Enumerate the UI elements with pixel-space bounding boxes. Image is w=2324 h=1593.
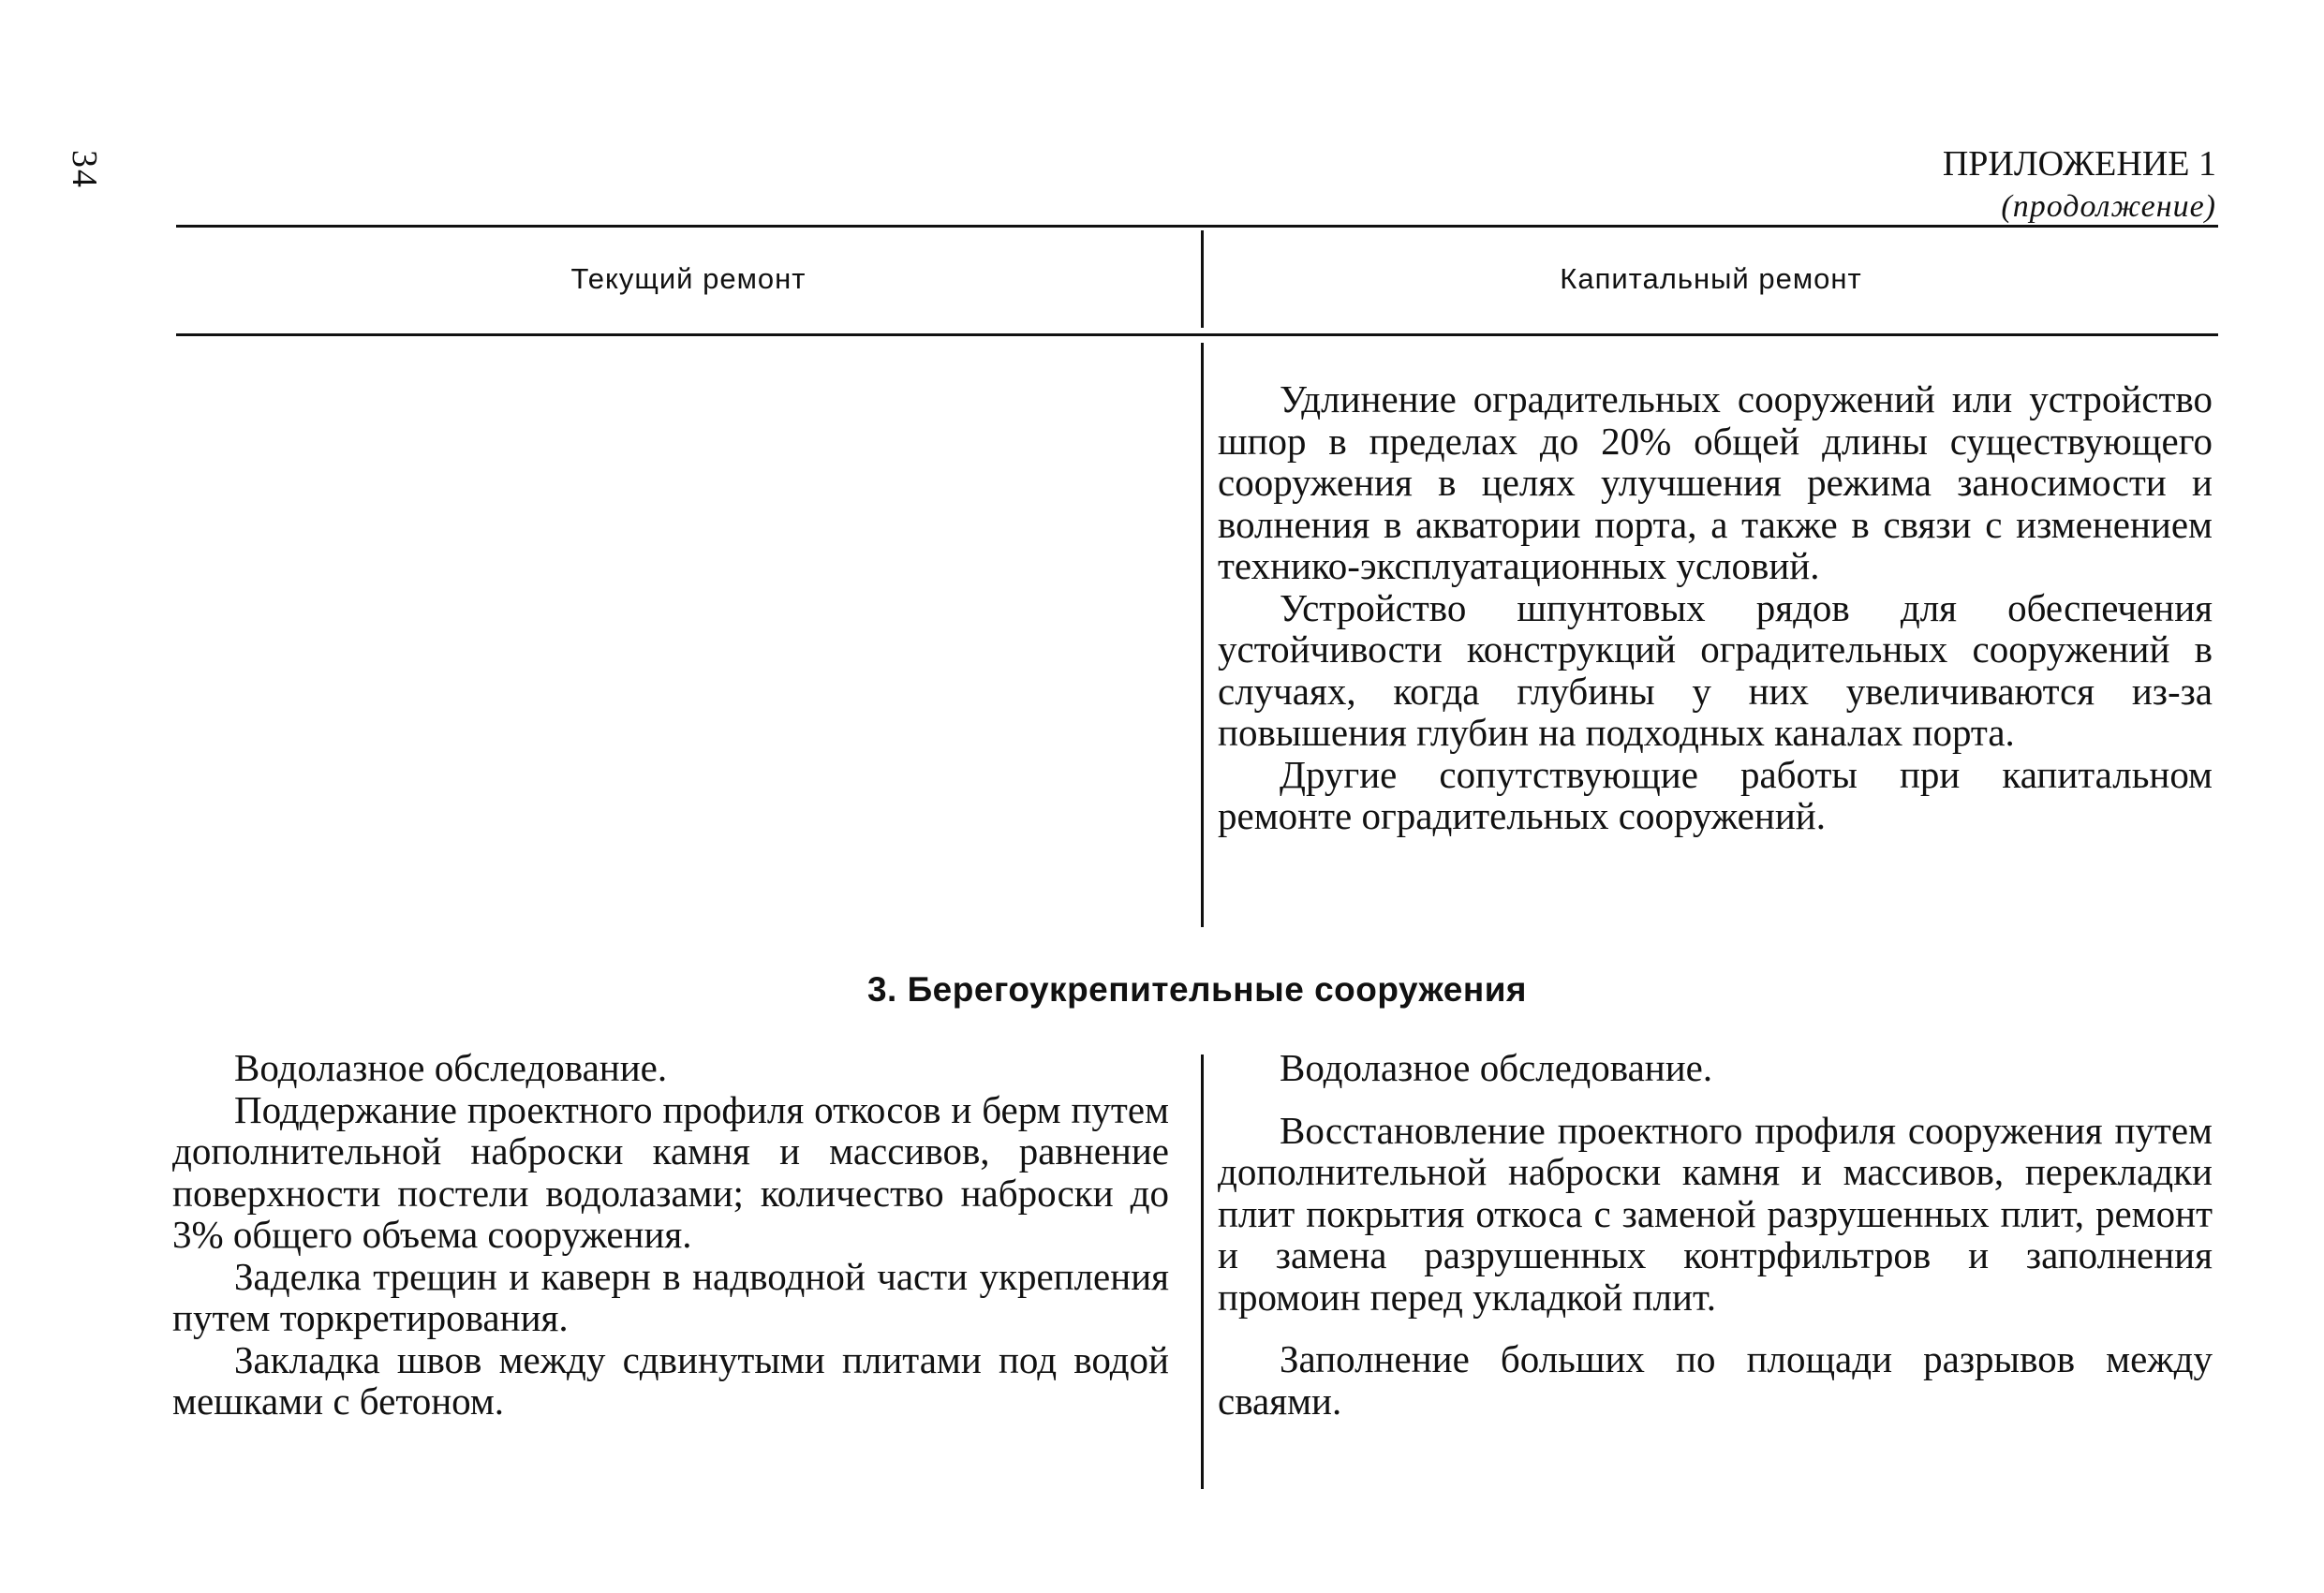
column-header-current: Текущий ремонт — [570, 262, 807, 295]
table-header-rule — [176, 333, 2218, 336]
column-header-capital: Капитальный ремонт — [1560, 262, 1862, 295]
current-repair-column — [172, 1047, 1169, 1423]
table-top-rule — [176, 225, 2218, 228]
capital-repair-column — [1218, 1047, 2213, 1422]
paragraph: Удлинение оградительных сооружений или устройство шпор в пределах до 20% общей длины существующего сооружения в целях улучшения режима заносимости и волнения в акватории порта, а также в связи с изменением технико-эксплуатационных условий. — [1218, 377, 2213, 587]
page-number: 34 — [65, 150, 104, 189]
paragraph: Восстановление проектного профиля сооружения путем дополнительной наброски камня и массивов, перекладки плит покрытия откоса с заменой разрушенных плит, ремонт и замена разрушенных контрфильтров и заполнения промоин перед укладкой плит. — [1218, 1108, 2213, 1319]
paragraph: Закладка швов между сдвинутыми плитами под водой мешками с бетоном. — [172, 1337, 1169, 1423]
paragraph: Поддержание проектного профиля откосов и берм путем дополнительной наброски камня и массивов, равнение поверхности постели водолазами; количество наброски до 3% общего объема сооружения. — [172, 1087, 1169, 1256]
paragraph: Заполнение больших по площади разрывов между сваями. — [1218, 1337, 2213, 1423]
appendix-title: ПРИЛОЖЕНИЕ 1 — [1942, 144, 2216, 184]
capital-repair-block — [1218, 378, 2213, 837]
paragraph: Другие сопутствующие работы при капитальном ремонте оградительных сооружений. — [1218, 752, 2213, 837]
appendix-header — [1943, 142, 2216, 229]
paragraph: Заделка трещин и каверн в надводной части укрепления путем торкретирования. — [172, 1254, 1169, 1339]
appendix-subtitle: (продолжение) — [2001, 189, 2216, 224]
paragraph: Водолазное обследование. — [1280, 1046, 1713, 1089]
column-divider — [1201, 343, 1204, 927]
section-title: 3. Берегоукрепительные сооружения — [866, 970, 1528, 1009]
column-divider — [1201, 1055, 1204, 1489]
paragraph: Водолазное обследование. — [234, 1046, 668, 1089]
paragraph: Устройство шпунтовых рядов для обеспечения устойчивости конструкций оградительных сооружений в случаях, когда глубины у них увеличиваются из-за повышения глубин на подходных каналах порта. — [1218, 585, 2213, 754]
